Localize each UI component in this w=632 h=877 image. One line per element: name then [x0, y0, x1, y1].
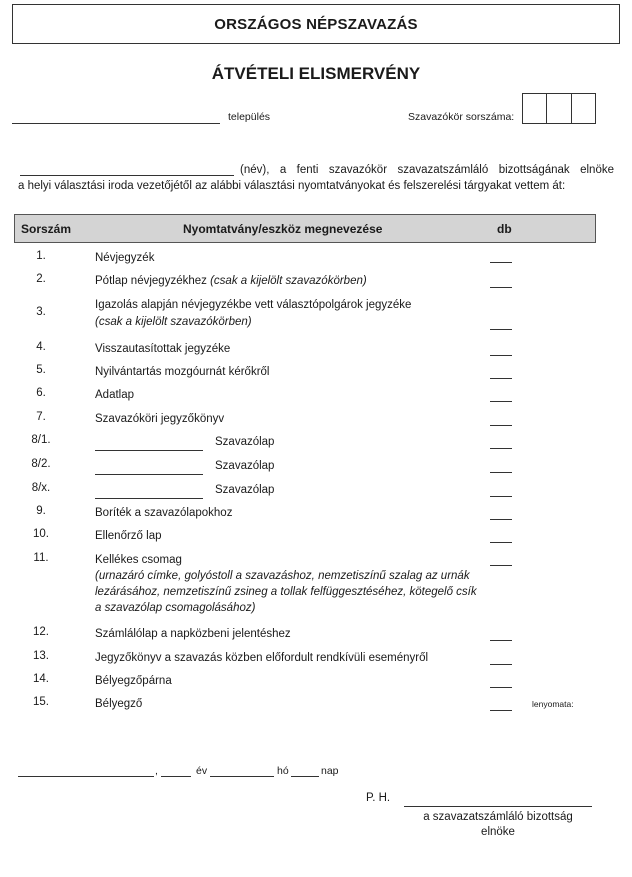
signer-caption-line-2: elnöke [481, 826, 515, 838]
row-label: Jegyzőkönyv a szavazás közben előfordult rendkívüli eseményről [95, 652, 429, 664]
year-input-line[interactable] [161, 776, 191, 777]
row-label: Adatlap [95, 389, 135, 401]
row-number: 7. [36, 411, 46, 423]
quantity-line[interactable] [490, 710, 512, 711]
row-label-wrapper [95, 552, 480, 616]
row-label: Szavazóköri jegyzőkönyv [95, 413, 225, 425]
document-title: ORSZÁGOS NÉPSZAVAZÁS [214, 15, 418, 33]
quantity-line[interactable] [490, 401, 512, 402]
settlement-input-line[interactable] [12, 123, 220, 124]
row-number: 2. [36, 273, 46, 285]
quantity-line[interactable] [490, 519, 512, 520]
precinct-digit-box[interactable] [523, 94, 547, 123]
row-label: Visszautasítottak jegyzéke [95, 343, 231, 355]
stamp-placeholder-label: P. H. [366, 792, 391, 804]
table-header [14, 214, 596, 243]
row-note: (urnazáró címke, golyóstoll a szavazáshoz, nemzetiszínű szalag az urnák lezárásához, nemzetiszínű zsineg a tollak felfüggesztéséhez, kötegelő csík a szavazólap csomagolásához) [95, 570, 477, 614]
row-label: Névjegyzék [95, 252, 155, 264]
row-label: Szavazólap [215, 484, 275, 496]
row-label: Boríték a szavazólapokhoz [95, 507, 233, 519]
place-input-line[interactable] [18, 776, 154, 777]
quantity-line[interactable] [490, 287, 512, 288]
row-label-wrapper [95, 297, 480, 331]
signer-caption [404, 810, 592, 840]
quantity-line[interactable] [490, 496, 512, 497]
month-label: hó [277, 765, 289, 777]
precinct-digit-box[interactable] [572, 94, 595, 123]
quantity-line[interactable] [490, 329, 512, 330]
row-label-wrapper [95, 458, 480, 475]
intro-line-2: a helyi választási iroda vezetőjétől az alábbi választási nyomtatványokat és felszerelési tárgyakat vettem át: [18, 180, 566, 192]
row-number: 1. [36, 250, 46, 262]
row-label-wrapper [95, 482, 480, 499]
row-number: 6. [36, 387, 46, 399]
quantity-line[interactable] [490, 472, 512, 473]
precinct-label: Szavazókör sorszáma: [408, 111, 515, 123]
row-note: (csak a kijelölt szavazókörben) [210, 275, 367, 287]
quantity-line[interactable] [490, 262, 512, 263]
ballot-type-line[interactable] [95, 438, 203, 451]
day-input-line[interactable] [291, 776, 319, 777]
row-label: Pótlap névjegyzékhez [95, 275, 207, 287]
quantity-line[interactable] [490, 355, 512, 356]
row-label-wrapper [95, 273, 480, 290]
quantity-line[interactable] [490, 448, 512, 449]
quantity-line[interactable] [490, 640, 512, 641]
row-label: Igazolás alapján névjegyzékbe vett választópolgárok jegyzéke [95, 299, 412, 311]
imprint-label: lenyomata: [532, 699, 574, 709]
row-number: 13. [33, 650, 49, 662]
row-number: 10. [33, 528, 49, 540]
row-label: Szavazólap [215, 460, 275, 472]
month-input-line[interactable] [210, 776, 274, 777]
row-number: 9. [36, 505, 46, 517]
col-header-name: Nyomtatvány/eszköz megnevezése [183, 222, 383, 236]
row-number: 5. [36, 364, 46, 376]
row-number: 11. [33, 552, 49, 564]
quantity-line[interactable] [490, 378, 512, 379]
precinct-digit-box[interactable] [547, 94, 571, 123]
year-label: év [196, 765, 208, 777]
row-label: Szavazólap [215, 436, 275, 448]
quantity-line[interactable] [490, 425, 512, 426]
quantity-line[interactable] [490, 542, 512, 543]
row-note: (csak a kijelölt szavazókörben) [95, 316, 252, 328]
signature-line[interactable] [404, 806, 592, 807]
row-label: Számlálólap a napközbeni jelentéshez [95, 628, 291, 640]
day-label: nap [321, 765, 339, 777]
row-label: Bélyegző [95, 698, 143, 710]
intro-line-1: (név), a fenti szavazókör szavazatszámláló bizottságának elnöke [240, 164, 614, 176]
quantity-line[interactable] [490, 664, 512, 665]
row-number: 12. [33, 626, 49, 638]
row-number: 3. [36, 306, 46, 318]
row-number: 8/2. [31, 458, 51, 470]
row-number: 8/1. [31, 434, 51, 446]
name-input-line[interactable] [20, 175, 234, 176]
document-subtitle: ÁTVÉTELI ELISMERVÉNY [211, 64, 421, 83]
row-label: Kellékes csomag [95, 554, 182, 566]
row-number: 14. [33, 673, 49, 685]
ballot-type-line[interactable] [95, 486, 203, 499]
quantity-line[interactable] [490, 565, 512, 566]
quantity-line[interactable] [490, 687, 512, 688]
row-label-wrapper [95, 434, 480, 451]
ballot-type-line[interactable] [95, 462, 203, 475]
precinct-number-boxes[interactable] [522, 93, 596, 124]
row-number: 15. [33, 696, 49, 708]
row-label: Bélyegzőpárna [95, 675, 172, 687]
settlement-label: település [228, 111, 271, 123]
place-comma: , [155, 765, 158, 777]
row-label: Nyilvántartás mozgóurnát kérőkről [95, 366, 270, 378]
signer-caption-line-1: a szavazatszámláló bizottság [423, 811, 573, 823]
col-header-num: Sorszám [21, 222, 72, 236]
row-number: 8/x. [31, 482, 51, 494]
col-header-db: db [497, 222, 512, 236]
row-number: 4. [36, 341, 46, 353]
document-header [12, 4, 620, 44]
row-label: Ellenőrző lap [95, 530, 162, 542]
